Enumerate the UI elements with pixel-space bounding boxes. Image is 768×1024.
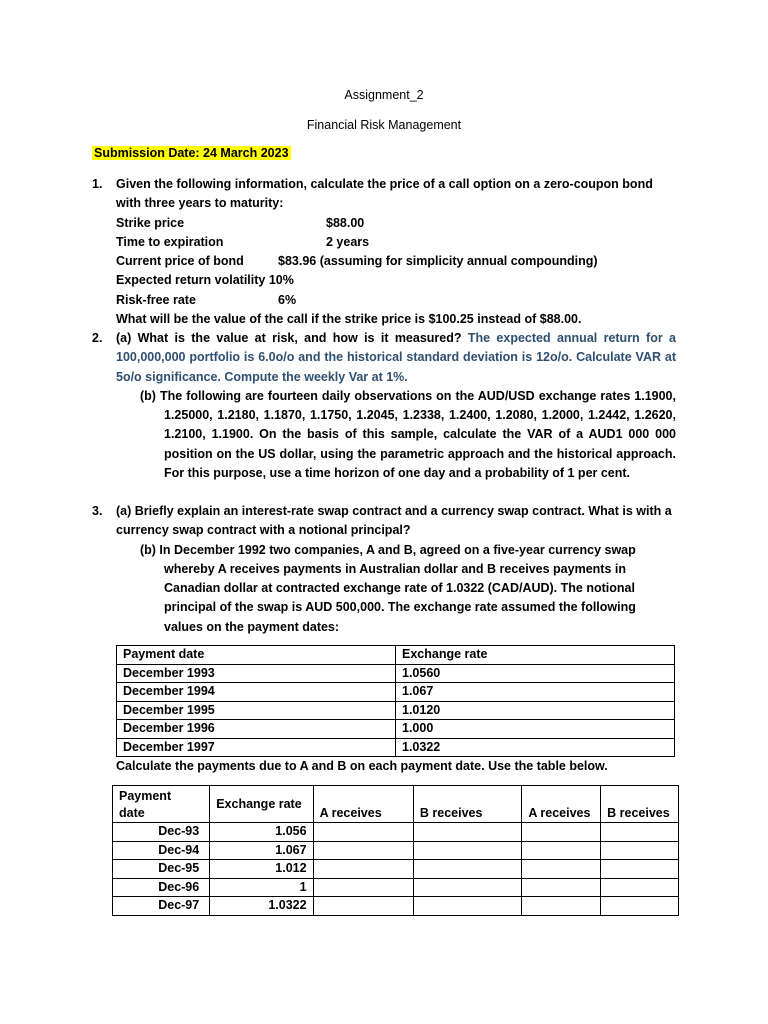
submission-date: Submission Date: 24 March 2023 bbox=[94, 146, 289, 160]
question-number: 3. bbox=[92, 504, 103, 518]
header-payment-date: Payment date bbox=[113, 786, 210, 823]
question-number: 1. bbox=[92, 177, 103, 191]
empty-cell bbox=[413, 841, 521, 860]
table-header-row bbox=[117, 646, 675, 665]
table-row: December 1994 1.067 bbox=[117, 683, 675, 702]
header-a-receives: A receives bbox=[313, 786, 413, 823]
exchange-rate-table bbox=[116, 645, 675, 757]
table-row: Dec-93 1.056 bbox=[113, 823, 679, 842]
table-row: December 1997 1.0322 bbox=[117, 738, 675, 757]
question-1-intro: Given the following information, calculate the price of a call option on a zero-coupon bond with three years to maturity: bbox=[116, 177, 653, 211]
given-current-price: Current price of bond $83.96 (assuming for simplicity annual compounding) bbox=[116, 254, 598, 269]
table-header-row bbox=[113, 786, 679, 823]
header-b-receives: B receives bbox=[413, 786, 521, 823]
given-volatility: Expected return volatility 10% bbox=[116, 273, 294, 288]
table-row: Dec-94 1.067 bbox=[113, 841, 679, 860]
given-strike-price: Strike price $88.00 bbox=[116, 215, 365, 230]
empty-cell bbox=[522, 841, 601, 860]
course-title: Financial Risk Management bbox=[306, 118, 462, 132]
empty-cell bbox=[313, 823, 413, 842]
question-number: 2. bbox=[92, 331, 103, 345]
table-row: December 1995 1.0120 bbox=[117, 701, 675, 720]
empty-cell bbox=[601, 897, 679, 916]
empty-cell bbox=[313, 897, 413, 916]
table-row: Dec-96 1 bbox=[113, 878, 679, 897]
empty-cell bbox=[413, 860, 521, 879]
empty-cell bbox=[522, 860, 601, 879]
table-row: Dec-95 1.012 bbox=[113, 860, 679, 879]
table-row: December 1993 1.0560 bbox=[117, 664, 675, 683]
empty-cell bbox=[313, 841, 413, 860]
header-payment-date: Payment date bbox=[117, 646, 396, 665]
empty-cell bbox=[313, 878, 413, 897]
empty-cell bbox=[413, 823, 521, 842]
empty-cell bbox=[413, 897, 521, 916]
header-exchange-rate: Exchange rate bbox=[210, 786, 313, 823]
given-time-to-expiration: Time to expiration 2 years bbox=[116, 234, 370, 249]
empty-cell bbox=[522, 823, 601, 842]
question-3 bbox=[92, 502, 676, 637]
payments-table bbox=[112, 785, 679, 916]
header-exchange-rate: Exchange rate bbox=[396, 646, 675, 665]
question-3a: (a) Briefly explain an interest-rate swap contract and a currency swap contract. What is with a currency swap contract with a notional principal? bbox=[116, 504, 672, 538]
question-3b: (b) In December 1992 two companies, A and B, agreed on a five-year currency swap whereby A receives payments in Australian dollar and B receives payments in Canadian dollar at contracted exchange rate of 1.0322 (CAD/AUD). The notional principal of the swap is AUD 500,000. The exchange rate assumed the following values on the payment dates: bbox=[140, 542, 636, 634]
empty-cell bbox=[522, 878, 601, 897]
payment-instruction: Calculate the payments due to A and B on each payment date. Use the table below. bbox=[116, 759, 608, 773]
empty-cell bbox=[413, 878, 521, 897]
table-row: Dec-97 1.0322 bbox=[113, 897, 679, 916]
empty-cell bbox=[522, 897, 601, 916]
empty-cell bbox=[601, 860, 679, 879]
assignment-title: Assignment_2 bbox=[344, 88, 424, 102]
question-2a: (a) What is the value at risk, and how is it measured? The expected annual return for a 100,000,000 portfolio is 6.0o/o and the historical standard deviation is 12o/o. Calculate VAR at 5o/o significance. Compute the weekly Var at 1%. bbox=[116, 331, 676, 384]
question-1-followup: What will be the value of the call if the strike price is $100.25 instead of $88.00. bbox=[116, 312, 582, 327]
header-b-receives-2: B receives bbox=[601, 786, 679, 823]
empty-cell bbox=[601, 878, 679, 897]
empty-cell bbox=[601, 823, 679, 842]
question-2 bbox=[92, 329, 676, 483]
given-risk-free-rate: Risk-free rate 6% bbox=[116, 292, 297, 307]
question-1 bbox=[92, 175, 676, 329]
empty-cell bbox=[601, 841, 679, 860]
header-a-receives-2: A receives bbox=[522, 786, 601, 823]
empty-cell bbox=[313, 860, 413, 879]
question-2b: (b) The following are fourteen daily observations on the AUD/USD exchange rates 1.1900, 1.25000, 1.2180, 1.1870, 1.1750, 1.2045, 1.2338, 1.2400, 1.2080, 1.2000, 1.2442, 1.2620, 1.2100, 1.1900. On the basis of this sample, calculate the VAR of a AUD1 000 000 position on the US dollar, using the parametric approach and the historical approach. For this purpose, use a time horizon of one day and a probability of 1 per cent. bbox=[140, 388, 676, 481]
table-row: December 1996 1.000 bbox=[117, 720, 675, 739]
